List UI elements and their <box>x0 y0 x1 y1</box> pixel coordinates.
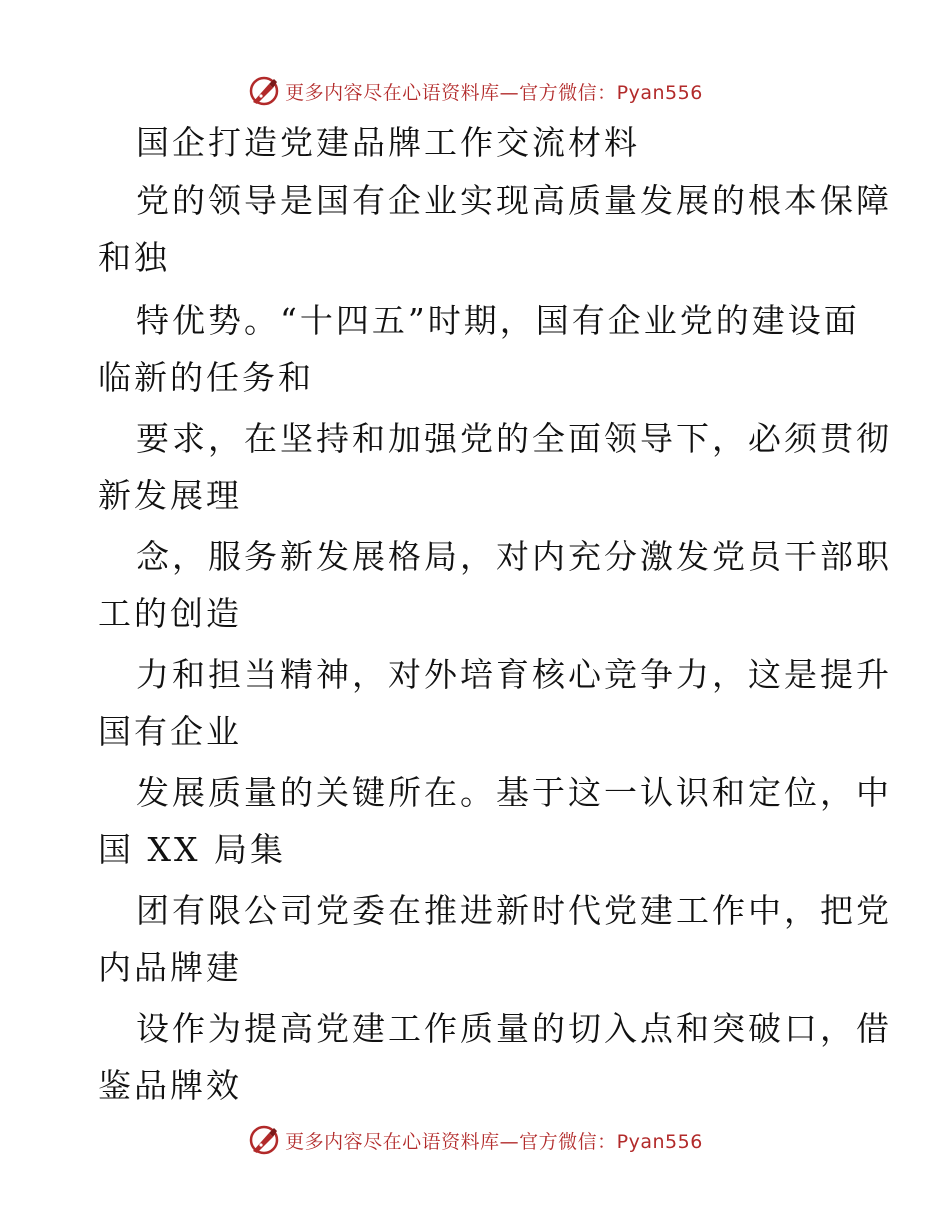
body-line: 内品牌建 <box>98 948 242 987</box>
document-title: 国企打造党建品牌工作交流材料 <box>136 123 640 162</box>
fountain-pen-logo-icon <box>247 74 281 108</box>
body-line: 工的创造 <box>98 594 242 633</box>
body-line: 要求，在坚持和加强党的全面领导下，必须贯彻 <box>136 419 892 458</box>
body-line: 临新的任务和 <box>98 358 314 397</box>
footer-banner-text: 更多内容尽在心语资料库—官方微信：Pyan556 <box>285 1130 703 1153</box>
body-line: 国 XX 局集 <box>98 830 286 869</box>
body-line: 党的领导是国有企业实现高质量发展的根本保障 <box>136 181 892 220</box>
body-line: 团有限公司党委在推进新时代党建工作中，把党 <box>136 891 892 930</box>
header-banner <box>0 71 950 111</box>
fountain-pen-logo-icon <box>247 1123 281 1157</box>
body-line: 鉴品牌效 <box>98 1066 242 1105</box>
body-line: 新发展理 <box>98 476 242 515</box>
body-line: 特优势。“十四五”时期，国有企业党的建设面 <box>136 301 860 340</box>
body-line: 设作为提高党建工作质量的切入点和突破口，借 <box>136 1009 892 1048</box>
header-banner-text: 更多内容尽在心语资料库—官方微信：Pyan556 <box>285 81 703 104</box>
body-line: 念，服务新发展格局，对内充分激发党员干部职 <box>136 537 892 576</box>
body-line: 发展质量的关键所在。基于这一认识和定位，中 <box>136 773 892 812</box>
body-line: 和独 <box>98 238 170 277</box>
footer-banner <box>0 1120 950 1160</box>
body-line: 力和担当精神，对外培育核心竞争力，这是提升 <box>136 655 892 694</box>
body-line: 国有企业 <box>98 712 242 751</box>
